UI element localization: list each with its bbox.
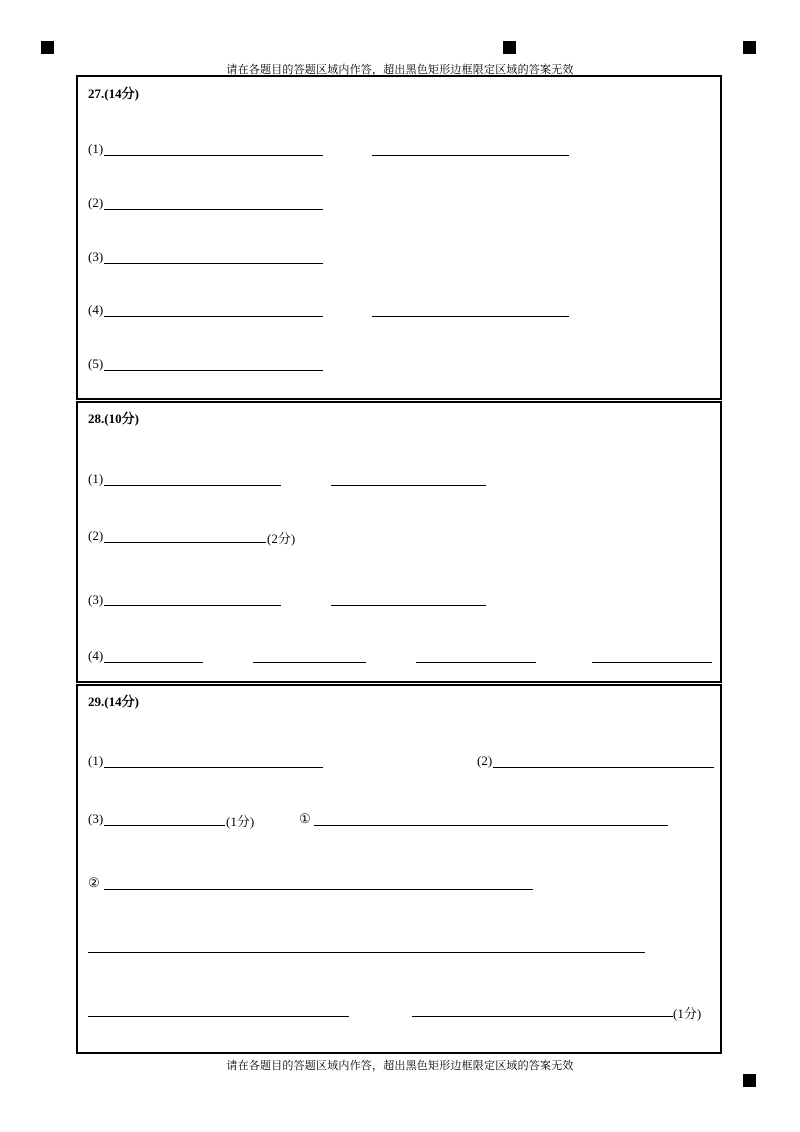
q29-answer-line-1[interactable] [104,767,323,768]
q29-label-3: (3) [88,811,104,826]
q29-label-1: (1) [88,753,104,768]
notice-bottom: 请在各题目的答题区域内作答，超出黑色矩形边框限定区域的答案无效 [226,1060,574,1072]
q29-answer-line-last-b[interactable] [412,1016,673,1017]
q27-label-3: (3) [88,249,104,264]
q28-label-4: (4) [88,648,104,663]
q27-answer-line-4b[interactable] [372,316,569,317]
q28-answer-line-3b[interactable] [331,605,486,606]
q28-answer-line-2[interactable] [104,542,266,543]
q28-answer-line-4d[interactable] [592,662,712,663]
q28-answer-line-4a[interactable] [104,662,203,663]
q29-label-2: (2) [477,753,493,768]
q28-answer-line-4b[interactable] [253,662,366,663]
q29-answer-line-last-a[interactable] [88,1016,349,1017]
q29-score-end: (1分) [673,1006,702,1021]
q28-label-3: (3) [88,592,104,607]
q27-answer-line-2[interactable] [104,209,323,210]
q27-label-2: (2) [88,195,104,210]
q27-label-5: (5) [88,356,104,371]
q28-answer-line-1a[interactable] [104,485,281,486]
answer-box-27 [76,75,722,400]
q29-score-3: (1分) [226,814,255,829]
q29-answer-line-full[interactable] [88,952,645,953]
q28-answer-line-1b[interactable] [331,485,486,486]
q27-answer-line-4a[interactable] [104,316,323,317]
registration-mark-top-left [41,41,54,54]
question-title-28: 28.(10分) [88,411,139,426]
q29-answer-line-circle-2[interactable] [104,889,533,890]
q28-answer-line-4c[interactable] [416,662,536,663]
registration-mark-top-right [743,41,756,54]
q27-answer-line-3[interactable] [104,263,323,264]
q29-circle-1: ① [299,811,311,826]
q27-answer-line-1b[interactable] [372,155,569,156]
q28-label-1: (1) [88,471,104,486]
registration-mark-bottom-right [743,1074,756,1087]
question-title-29: 29.(14分) [88,694,139,709]
notice-top: 请在各题目的答题区域内作答，超出黑色矩形边框限定区域的答案无效 [226,64,574,76]
answer-box-28 [76,401,722,683]
q28-answer-line-3a[interactable] [104,605,281,606]
q28-score-2: (2分) [267,531,296,546]
q27-answer-line-5[interactable] [104,370,323,371]
q29-circle-2: ② [88,875,100,890]
q27-label-4: (4) [88,302,104,317]
q27-answer-line-1a[interactable] [104,155,323,156]
question-title-27: 27.(14分) [88,86,139,101]
q29-answer-line-circle-1[interactable] [314,825,668,826]
q28-label-2: (2) [88,528,104,543]
registration-mark-top-center [503,41,516,54]
q29-answer-line-2[interactable] [493,767,714,768]
q27-label-1: (1) [88,141,104,156]
q29-answer-line-3[interactable] [104,825,225,826]
answer-box-29 [76,684,722,1054]
